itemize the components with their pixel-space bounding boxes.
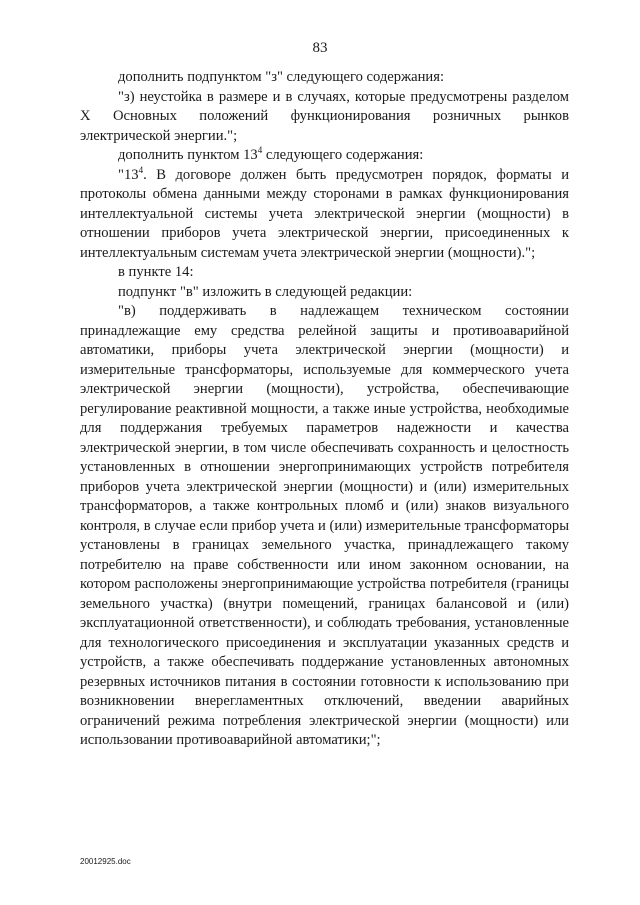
text-run: следующего содержания: (262, 147, 424, 163)
text-run: . В договоре должен быть предусмотрен порядок, форматы и протоколы обмена данными между сторонами в рамках функционирования интеллектуальной системы учета электрической энергии (мощности) в отношении приборов учета электрической энергии, присоединенных к интеллектуальным системам учета электрической энергии (мощности)."; (80, 166, 569, 261)
document-body (80, 68, 569, 751)
text-run: "13 (118, 166, 139, 183)
paragraph-subitem-v-intro: подпункт "в" изложить в следующей редакции: (118, 283, 413, 300)
page-number: 83 (312, 40, 328, 56)
paragraph-subitem-z-text: "з) неустойка в размере и в случаях, которые предусмотрены разделом X Основных положений функционирования розничных рынков электрической энергии."; (80, 88, 569, 144)
superscript: 4 (138, 164, 144, 175)
superscript: 4 (257, 145, 263, 155)
paragraph-add-subitem-z: дополнить подпунктом "з" следующего содержания: (118, 69, 445, 85)
paragraph-add-item-13-4 (80, 146, 569, 166)
footer-filename: 20012925.doc (80, 857, 131, 866)
paragraph-item-13-4-text (80, 166, 569, 264)
paragraph-subitem-v-text: "в) поддерживать в надлежащем техническом состоянии принадлежащие ему средства релейной защиты и противоаварийной автоматики, приборы учета электрической энергии (мощности) и измерительные трансформаторы, используемые для коммерческого учета электрической энергии (мощности), устройства, обеспечивающие регулирование реактивной мощности, а также иные устройства, необходимые для поддержания требуемых параметров надежности и качества электрической энергии, в том числе обеспечивать сохранность и целостность установленных в отношении энергопринимающих устройств потребителя приборов учета электрической энергии (мощности) и (или) измерительных трансформаторов, а также контрольных пломб и (или) знаков визуального контроля, в случае если прибор учета и (или) измерительные трансформаторы установлены в границах земельного участка, принадлежащего такому потребителю на праве собственности или ином законном основании, на котором расположены энергопринимающие устройства потребителя (границы земельного участка) (внутри помещений, границах балансовой и (или) эксплуатационной ответственности), и соблюдать требования, установленные для технологического присоединения и эксплуатации указанных средств и устройств, а также обеспечивать поддержание установленных автономных резервных источников питания в состоянии готовности к использованию при возникновении внерегламентных отключений, введении аварийных ограничений режима потребления электрической энергии (мощности) или использовании противоаварийной автоматики;"; (80, 303, 569, 748)
text-run: дополнить пунктом 13 (118, 147, 258, 163)
paragraph-in-item-14: в пункте 14: (118, 264, 194, 280)
